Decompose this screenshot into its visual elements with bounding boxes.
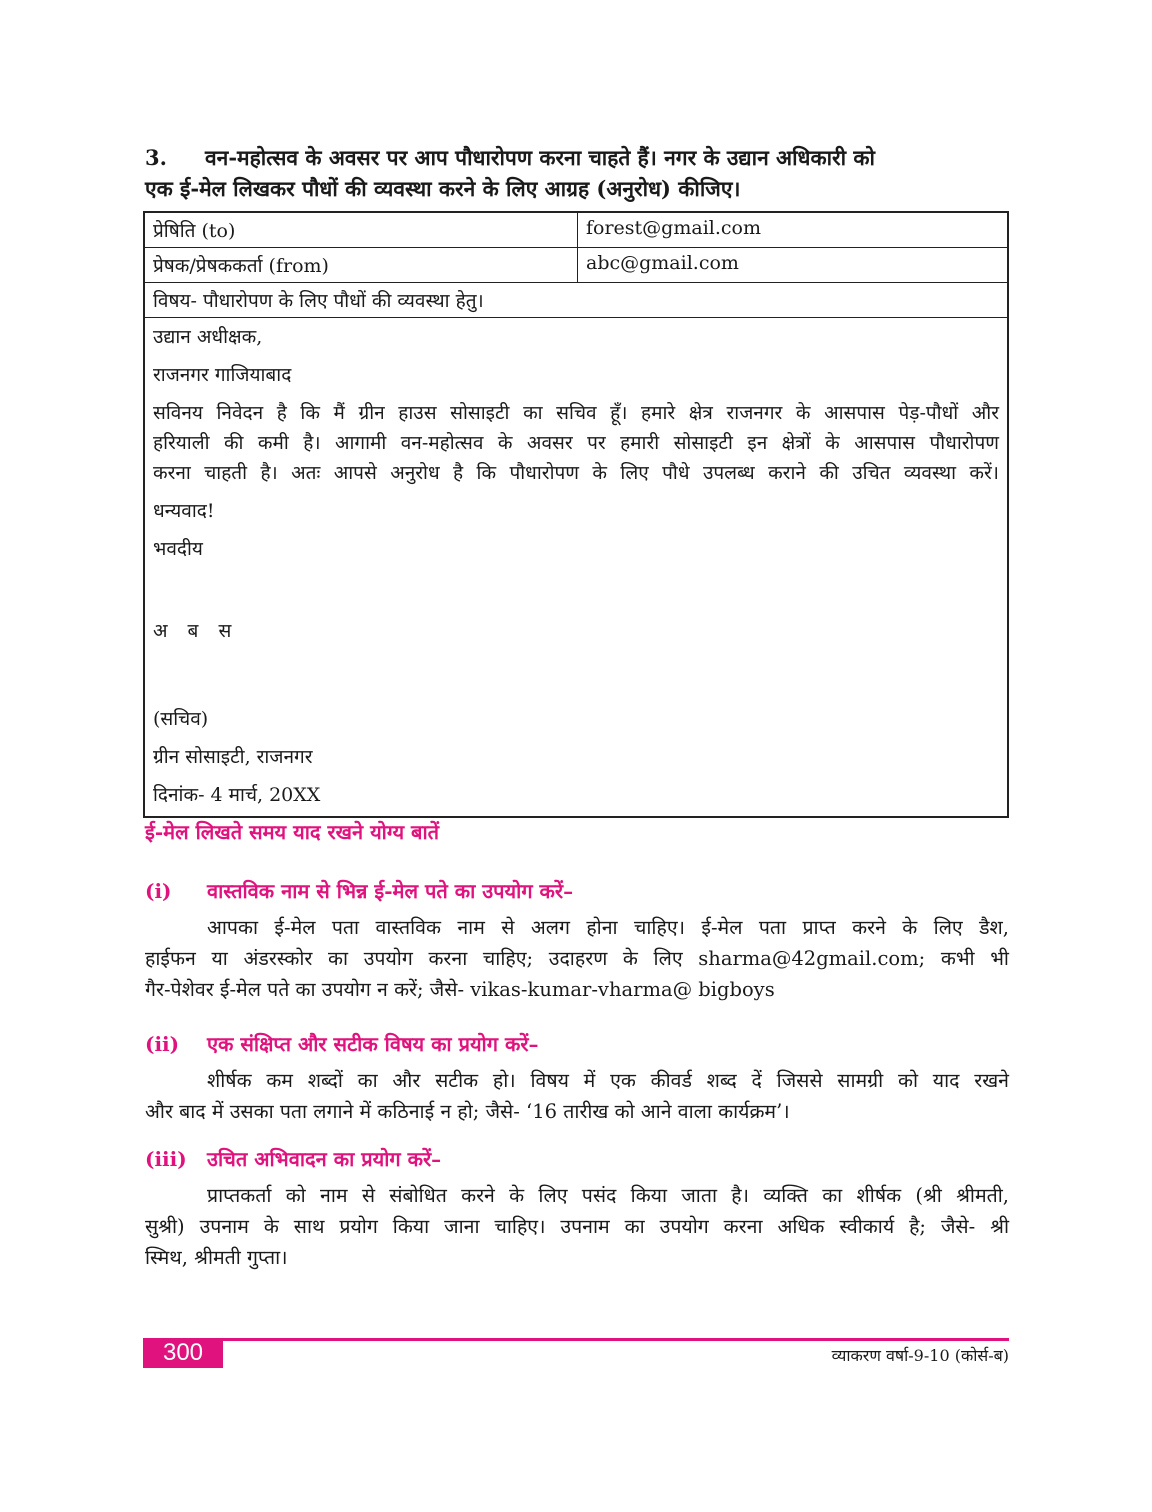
page-number: 300 (143, 1338, 223, 1368)
text-line: आपका ई-मेल पता वास्तविक नाम से अलग होना चाहिए। ई-मेल पता प्राप्त करने के लिए डैश, (207, 916, 1009, 939)
from-row (145, 248, 1007, 283)
question-line-2: एक ई-मेल लिखकर पौधों की व्यवस्था करने के लिए आग्रह (अनुरोध) कीजिए। (145, 176, 741, 201)
body-line: सविनय निवेदन है कि मैं ग्रीन हाउस सोसाइटी का सचिव हूँ। हमारे क्षेत्र राजनगर के आसपास पेड़-पौधों और (153, 402, 999, 424)
date: दिनांक- 4 मार्च, 20XX (153, 784, 321, 806)
section-title: ई-मेल लिखते समय याद रखने योग्य बातें (145, 820, 440, 844)
to-value: forest@gmail.com (586, 217, 761, 239)
closing: भवदीय (153, 538, 203, 560)
designation: (सचिव) (153, 708, 209, 730)
place: राजनगर गाजियाबाद (153, 364, 292, 386)
question-line-1 (145, 142, 1010, 173)
text-line: शीर्षक कम शब्दों का और सटीक हो। विषय में एक कीवर्ड शब्द दें जिससे सामग्री को याद रखने (207, 1069, 1009, 1092)
body-line: करना चाहती है। अतः आपसे अनुरोध है कि पौधारोपण के लिए पौधे उपलब्ध कराने की उचित व्यवस्था करें। (153, 462, 999, 484)
point-heading-3 (145, 1145, 441, 1172)
question-prompt (145, 142, 1010, 204)
to-label: प्रेषिति (to) (145, 213, 578, 247)
subject-text: विषय- पौधारोपण के लिए पौधों की व्यवस्था हेतु। (153, 290, 484, 312)
text-line: सुश्री) उपनाम के साथ प्रयोग किया जाना चाहिए। उपनाम का उपयोग करना अधिक स्वीकार्य है; जैसे- श्री (145, 1215, 1009, 1238)
body-paragraph (153, 398, 999, 488)
text-line: प्राप्तकर्ता को नाम से संबोधित करने के लिए पसंद किया जाता है। व्यक्ति का शीर्षक (श्री श्रीमती, (207, 1184, 1009, 1207)
point-label: (i) (145, 879, 172, 903)
thanks: धन्यवाद! (153, 500, 215, 522)
point-heading-text: एक संक्षिप्त और सटीक विषय का प्रयोग करें– (207, 1032, 539, 1056)
text-line: गैर-पेशेवर ई-मेल पते का उपयोग न करें; जैसे- vikas-kumar-vharma@ bigboys (145, 978, 775, 1001)
footer-rule (143, 1338, 1009, 1341)
point-text-1 (145, 912, 1009, 1005)
text-line: स्मिथ, श्रीमती गुप्ता। (145, 1246, 288, 1269)
text-line: और बाद में उसका पता लगाने में कठिनाई न हो; जैसे- ‘16 तारीख को आने वाला कार्यक्रम’। (145, 1100, 790, 1123)
point-heading-text: वास्तविक नाम से भिन्न ई-मेल पते का उपयोग करें– (207, 879, 574, 903)
to-row (145, 213, 1007, 248)
from-label: प्रेषक/प्रेषककर्ता (from) (145, 248, 578, 282)
point-heading-text: उचित अभिवादन का प्रयोग करें– (207, 1147, 442, 1171)
point-text-3 (145, 1180, 1009, 1273)
question-number: 3. (145, 145, 167, 170)
question-text-1: वन-महोत्सव के अवसर पर आप पौधारोपण करना चाहते हैं। नगर के उद्यान अधिकारी को (205, 145, 875, 170)
subject-row (145, 283, 1007, 318)
point-text-2 (145, 1065, 1009, 1127)
email-table (143, 211, 1009, 818)
point-label: (iii) (145, 1147, 187, 1171)
from-value: abc@gmail.com (586, 252, 739, 274)
salutation: उद्यान अधीक्षक, (153, 326, 263, 348)
point-label: (ii) (145, 1032, 180, 1056)
point-heading-2 (145, 1030, 539, 1057)
organization: ग्रीन सोसाइटी, राजनगर (153, 746, 313, 768)
email-body (145, 318, 1007, 816)
signature: अ ब स (153, 620, 232, 642)
book-title: व्याकरण वर्षा-9-10 (कोर्स-ब) (831, 1346, 1009, 1365)
body-line: हरियाली की कमी है। आगामी वन-महोत्सव के अवसर पर हमारी सोसाइटी इन क्षेत्रों के आसपास पौधारोपण (153, 432, 999, 454)
body-row (145, 318, 1007, 816)
point-heading-1 (145, 877, 573, 904)
text-line: हाईफन या अंडरस्कोर का उपयोग करना चाहिए; उदाहरण के लिए sharma@42gmail.com; कभी भी (145, 947, 1009, 970)
